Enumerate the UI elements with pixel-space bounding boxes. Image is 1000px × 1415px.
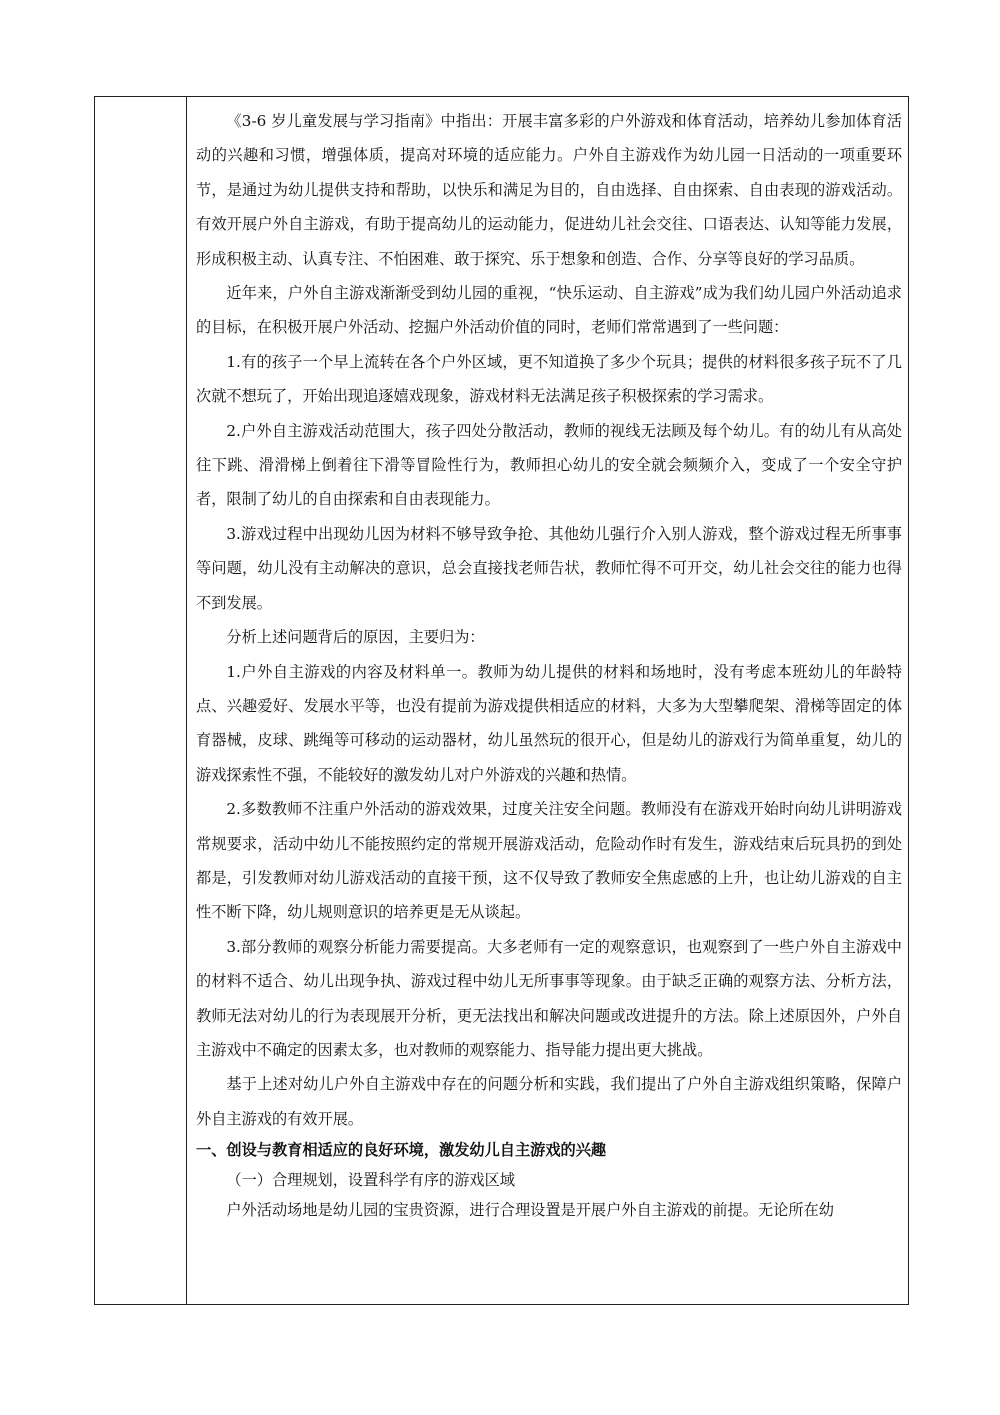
table-content-cell — [196, 104, 902, 1225]
document-table — [94, 96, 909, 1305]
paragraph-outdoor-space: 户外活动场地是幼儿园的宝贵资源，进行合理设置是开展户外自主游戏的前提。无论所在幼 — [226, 1201, 834, 1220]
paragraph-recent-years: 近年来，户外自主游戏渐渐受到幼儿园的重视，“快乐运动、自主游戏”成为我们幼儿园户外活动追求的目标，在积极开展户外活动、挖掘户外活动价值的同时，老师们常常遇到了一些问题： — [196, 284, 902, 337]
paragraph-summary: 基于上述对幼儿户外自主游戏中存在的问题分析和实践，我们提出了户外自主游戏组织策略，保障户外自主游戏的有效开展。 — [196, 1075, 902, 1128]
paragraph-analysis-intro: 分析上述问题背后的原因，主要归为： — [226, 628, 485, 647]
subsection-heading: （一）合理规划，设置科学有序的游戏区域 — [226, 1171, 515, 1190]
section-heading: 一、创设与教育相适应的良好环境，激发幼儿自主游戏的兴趣 — [196, 1141, 607, 1160]
paragraph-guide-intro: 《3-6 岁儿童发展与学习指南》中指出：开展丰富多彩的户外游戏和体育活动，培养幼儿参加体育活动的兴趣和习惯，增强体质，提高对环境的适应能力。户外自主游戏作为幼儿园一日活动的一项重要环节，是通过为幼儿提供支持和帮助，以快乐和满足为目的，自由选择、自由探索、自由表现的游戏活动。有效开展户外自主游戏，有助于提高幼儿的运动能力，促进幼儿社会交往、口语表达、认知等能力发展，形成积极主动、认真专注、不怕困难、敢于探究、乐于想象和创造、合作、分享等良好的学习品质。 — [196, 112, 902, 268]
left-column-cell — [95, 97, 187, 1304]
paragraph-problem-3: 3.游戏过程中出现幼儿因为材料不够导致争抢、其他幼儿强行介入别人游戏，整个游戏过程无所事事等问题，幼儿没有主动解决的意识，总会直接找老师告状，教师忙得不可开交，幼儿社会交往的能力也得不到发展。 — [196, 524, 902, 612]
paragraph-cause-2: 2.多数教师不注重户外活动的游戏效果，过度关注安全问题。教师没有在游戏开始时向幼儿讲明游戏常规要求，活动中幼儿不能按照约定的常规开展游戏活动，危险动作时有发生，游戏结束后玩具扔的到处都是，引发教师对幼儿游戏活动的直接干预，这不仅导致了教师安全焦虑感的上升，也让幼儿游戏的自主性不断下降，幼儿规则意识的培养更是无从谈起。 — [196, 800, 902, 922]
paragraph-problem-2: 2.户外自主游戏活动范围大，孩子四处分散活动，教师的视线无法顾及每个幼儿。有的幼儿有从高处往下跳、滑滑梯上倒着往下滑等冒险性行为，教师担心幼儿的安全就会频频介入，变成了一个安全守护者，限制了幼儿的自由探索和自由表现能力。 — [196, 421, 902, 509]
paragraph-cause-3: 3.部分教师的观察分析能力需要提高。大多老师有一定的观察意识，也观察到了一些户外自主游戏中的材料不适合、幼儿出现争执、游戏过程中幼儿无所事事等现象。由于缺乏正确的观察方法、分析方法，教师无法对幼儿的行为表现展开分析，更无法找出和解决问题或改进提升的方法。除上述原因外，户外自主游戏中不确定的因素太多，也对教师的观察能力、指导能力提出更大挑战。 — [196, 937, 902, 1059]
paragraph-problem-1: 1.有的孩子一个早上流转在各个户外区域，更不知道换了多少个玩具；提供的材料很多孩子玩不了几次就不想玩了，开始出现追逐嬉戏现象，游戏材料无法满足孩子积极探索的学习需求。 — [196, 352, 902, 406]
paragraph-cause-1: 1.户外自主游戏的内容及材料单一。教师为幼儿提供的材料和场地时，没有考虑本班幼儿的年龄特点、兴趣爱好、发展水平等，也没有提前为游戏提供相适应的材料，大多为大型攀爬架、滑梯等固定的体育器械，皮球、跳绳等可移动的运动器材，幼儿虽然玩的很开心，但是幼儿的游戏行为简单重复，幼儿的游戏探索性不强，不能较好的激发幼儿对户外游戏的兴趣和热情。 — [196, 662, 902, 784]
